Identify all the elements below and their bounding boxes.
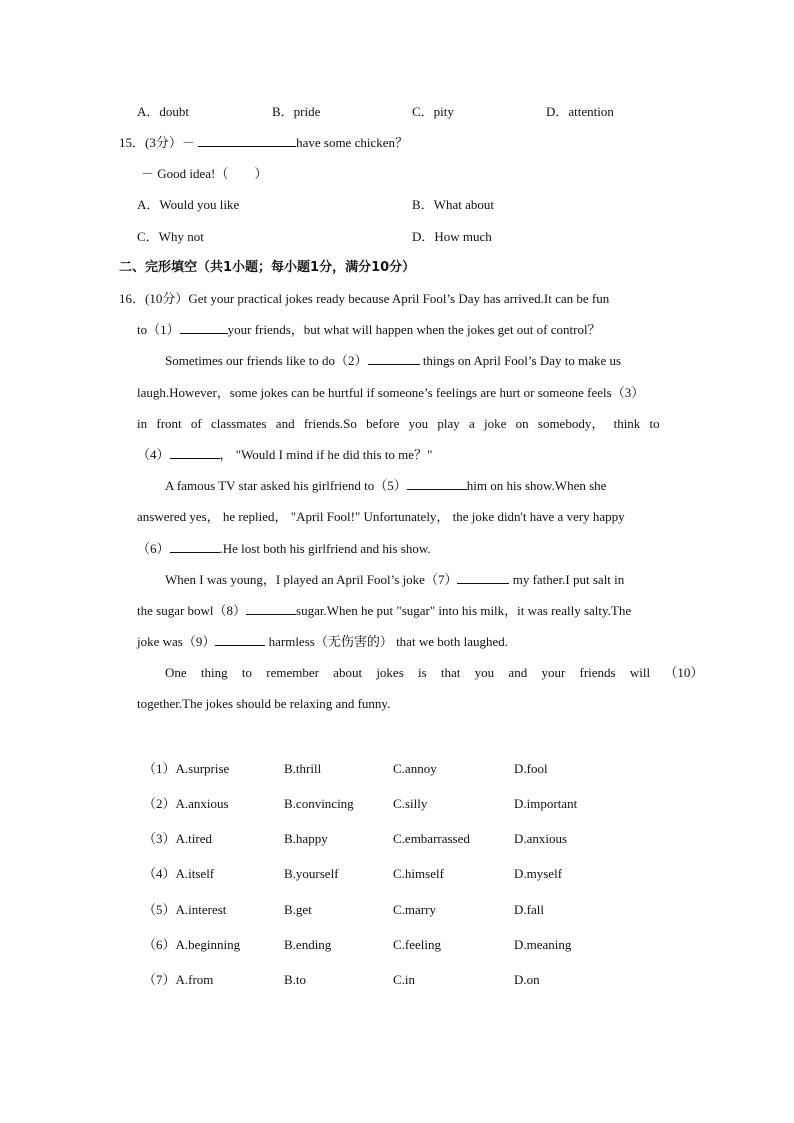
q15-option-c: C．Why not: [137, 229, 204, 244]
q16-line-14: together.The jokes should be relaxing and funny.: [137, 696, 391, 711]
blank-9: [215, 633, 265, 646]
q16-line-6-end: ， "Would I mind if he did this to me？": [219, 447, 433, 462]
section-2-title: 二、完形填空（共1小题；每小题1分，满分10分）: [119, 260, 416, 275]
q16-line-6-start: （4）: [137, 447, 170, 462]
answer-option-d: D.fool: [514, 761, 548, 776]
answer-option-d: D.myself: [514, 866, 563, 881]
answer-option-b: B.get: [284, 902, 312, 917]
q16-line-2-start: to（1）: [137, 322, 180, 337]
q16-line-12-end: harmless（无伤害的） that we both laughed.: [265, 634, 508, 649]
answer-option-a: （7）A.from: [143, 972, 214, 987]
answer-option-d: D.fall: [514, 902, 544, 917]
answer-option-a: （6）A.beginning: [143, 937, 241, 952]
q15-suffix: have some chicken？: [296, 135, 408, 150]
answer-option-d: D.meaning: [514, 937, 572, 952]
q15-reply: － Good idea!（ ）: [141, 166, 268, 181]
blank-2: [368, 352, 420, 365]
answer-option-a: （1）A.surprise: [143, 761, 230, 776]
q16-line-10-start: When I was young，I played an April Fool’s joke（7）: [165, 572, 458, 587]
answer-option-b: B.convincing: [284, 796, 354, 811]
q14-option-a: A．doubt: [137, 104, 190, 119]
q16-line-9: [137, 540, 431, 558]
answer-option-b: B.ending: [284, 937, 332, 952]
answer-option-c: C.himself: [393, 866, 444, 881]
q16-line-11-end: sugar.When he put "sugar" into his milk，it was really salty.The: [296, 603, 632, 618]
q16-line-3: [165, 352, 621, 370]
answer-option-b: B.happy: [284, 831, 328, 846]
blank-5: [407, 477, 467, 490]
answer-option-c: C.silly: [393, 796, 428, 811]
q16-line-7: [165, 477, 606, 495]
q14-option-b: B．pride: [272, 104, 321, 119]
q16-line-3-end: things on April Fool’s Day to make us: [419, 353, 622, 368]
q16-line-10-end: my father.I put salt in: [509, 572, 625, 587]
q16-line-4: laugh.However，some jokes can be hurtful if someone’s feelings are hurt or someone feels（3）: [137, 385, 645, 400]
answer-option-c: C.marry: [393, 902, 436, 917]
answer-option-c: C.feeling: [393, 937, 442, 952]
q15-blank: [198, 134, 296, 147]
q14-option-d: D．attention: [546, 104, 614, 119]
q15-stem: [119, 134, 408, 152]
q16-line-9-start: （6）: [137, 541, 170, 556]
q16-line-7-start: A famous TV star asked his girlfriend to（5）: [165, 478, 407, 493]
blank-4: [170, 446, 220, 459]
q16-line-1: 16．(10分）Get your practical jokes ready because April Fool’s Day has arrived.It can be fun: [119, 291, 610, 306]
q16-line-6: [137, 446, 432, 464]
q16-line-7-end: him on his show.When she: [466, 478, 607, 493]
q16-line-12-start: joke was（9）: [137, 634, 216, 649]
q15-option-b: B．What about: [412, 197, 494, 212]
answer-option-a: （2）A.anxious: [143, 796, 229, 811]
answer-option-a: （4）A.itself: [143, 866, 215, 881]
answer-option-b: B.to: [284, 972, 307, 987]
blank-6: [170, 540, 220, 553]
q15-option-a: A．Would you like: [137, 197, 240, 212]
answer-option-c: C.in: [393, 972, 416, 987]
answer-option-d: D.important: [514, 796, 578, 811]
blank-7: [457, 571, 509, 584]
answer-option-b: B.thrill: [284, 761, 322, 776]
q16-line-11: [137, 602, 631, 620]
answer-option-c: C.annoy: [393, 761, 437, 776]
q14-option-c: C．pity: [412, 104, 454, 119]
q16-line-2: [137, 321, 601, 339]
answer-option-d: D.on: [514, 972, 540, 987]
q16-line-11-start: the sugar bowl（8）: [137, 603, 247, 618]
blank-1: [180, 321, 228, 334]
q15-prefix: 15．(3分）－: [119, 135, 199, 150]
answer-option-b: B.yourself: [284, 866, 339, 881]
q16-line-12: [137, 633, 508, 651]
q16-line-10: [165, 571, 624, 589]
q16-line-8: answered yes， he replied， "April Fool!" Unfortunately， the joke didn't have a very happy: [137, 509, 625, 524]
q16-line-13: One thing to remember about jokes is that you and your friends will （10）: [165, 665, 704, 680]
answer-option-a: （3）A.tired: [143, 831, 212, 846]
q15-option-d: D．How much: [412, 229, 492, 244]
q16-line-9-end: .He lost both his girlfriend and his show.: [219, 541, 431, 556]
q16-line-5: in front of classmates and friends.So before you play a joke on somebody， think to: [137, 416, 660, 431]
answer-option-c: C.embarrassed: [393, 831, 470, 846]
q16-line-3-start: Sometimes our friends like to do（2）: [165, 353, 368, 368]
blank-8: [246, 602, 296, 615]
answer-option-d: D.anxious: [514, 831, 568, 846]
answer-option-a: （5）A.interest: [143, 902, 227, 917]
q16-line-2-end: your friends，but what will happen when the jokes get out of control？: [227, 322, 601, 337]
